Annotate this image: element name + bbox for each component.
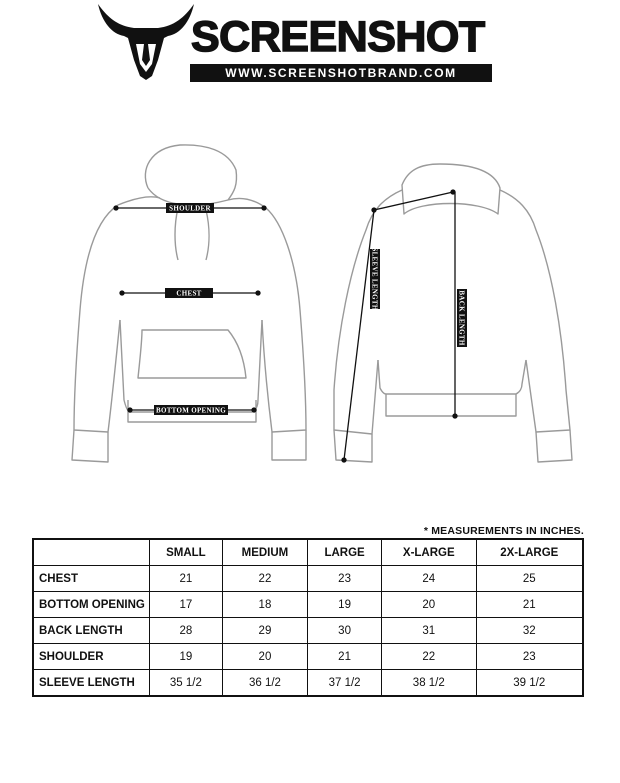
table-cell: 20 — [382, 592, 477, 618]
table-cell: 24 — [382, 566, 477, 592]
table-cell: 19 — [308, 592, 382, 618]
size-header: MEDIUM — [222, 539, 307, 566]
size-header: SMALL — [150, 539, 223, 566]
table-cell: 23 — [476, 644, 583, 670]
size-chart-table — [32, 538, 584, 697]
table-cell: 22 — [222, 566, 307, 592]
table-cell: 22 — [382, 644, 477, 670]
table-cell: 28 — [150, 618, 223, 644]
table-cell: 29 — [222, 618, 307, 644]
table-row — [33, 566, 583, 592]
label-back-length — [457, 289, 467, 347]
svg-text:CHEST: CHEST — [176, 289, 202, 298]
row-label: SHOULDER — [33, 644, 150, 670]
table-row — [33, 670, 583, 697]
table-cell: 39 1/2 — [476, 670, 583, 697]
table-cell: 17 — [150, 592, 223, 618]
row-label: BOTTOM OPENING — [33, 592, 150, 618]
table-cell: 19 — [150, 644, 223, 670]
label-sleeve-length — [370, 247, 380, 310]
table-cell: 31 — [382, 618, 477, 644]
table-cell: 21 — [476, 592, 583, 618]
units-note: * MEASUREMENTS IN INCHES. — [423, 525, 584, 537]
brand-logo — [96, 2, 496, 84]
svg-text:SLEEVE LENGTH: SLEEVE LENGTH — [370, 247, 379, 311]
label-bottom-opening — [154, 405, 228, 415]
table-cell: 21 — [150, 566, 223, 592]
table-cell: 37 1/2 — [308, 670, 382, 697]
table-cell: 20 — [222, 644, 307, 670]
table-cell: 25 — [476, 566, 583, 592]
svg-text:BACK LENGTH: BACK LENGTH — [457, 290, 466, 346]
row-label: CHEST — [33, 566, 150, 592]
brand-name: SCREENSHOT — [191, 13, 485, 61]
table-corner-cell — [33, 539, 150, 566]
size-header: 2X-LARGE — [476, 539, 583, 566]
row-label: BACK LENGTH — [33, 618, 150, 644]
table-cell: 21 — [308, 644, 382, 670]
size-header: X-LARGE — [382, 539, 477, 566]
row-label: SLEEVE LENGTH — [33, 670, 150, 697]
table-cell: 32 — [476, 618, 583, 644]
table-cell: 23 — [308, 566, 382, 592]
table-cell: 35 1/2 — [150, 670, 223, 697]
table-cell: 38 1/2 — [382, 670, 477, 697]
brand-url: WWW.SCREENSHOTBRAND.COM — [190, 64, 492, 82]
table-row — [33, 592, 583, 618]
size-header: LARGE — [308, 539, 382, 566]
label-chest — [165, 288, 213, 298]
table-cell: 36 1/2 — [222, 670, 307, 697]
table-cell: 30 — [308, 618, 382, 644]
table-row — [33, 644, 583, 670]
svg-text:SHOULDER: SHOULDER — [169, 204, 211, 213]
table-row — [33, 618, 583, 644]
label-shoulder — [166, 203, 214, 213]
table-header-row — [33, 539, 583, 566]
table-cell: 18 — [222, 592, 307, 618]
measurement-diagram — [0, 130, 620, 475]
svg-text:BOTTOM OPENING: BOTTOM OPENING — [156, 406, 226, 415]
bull-head-icon — [96, 2, 196, 84]
